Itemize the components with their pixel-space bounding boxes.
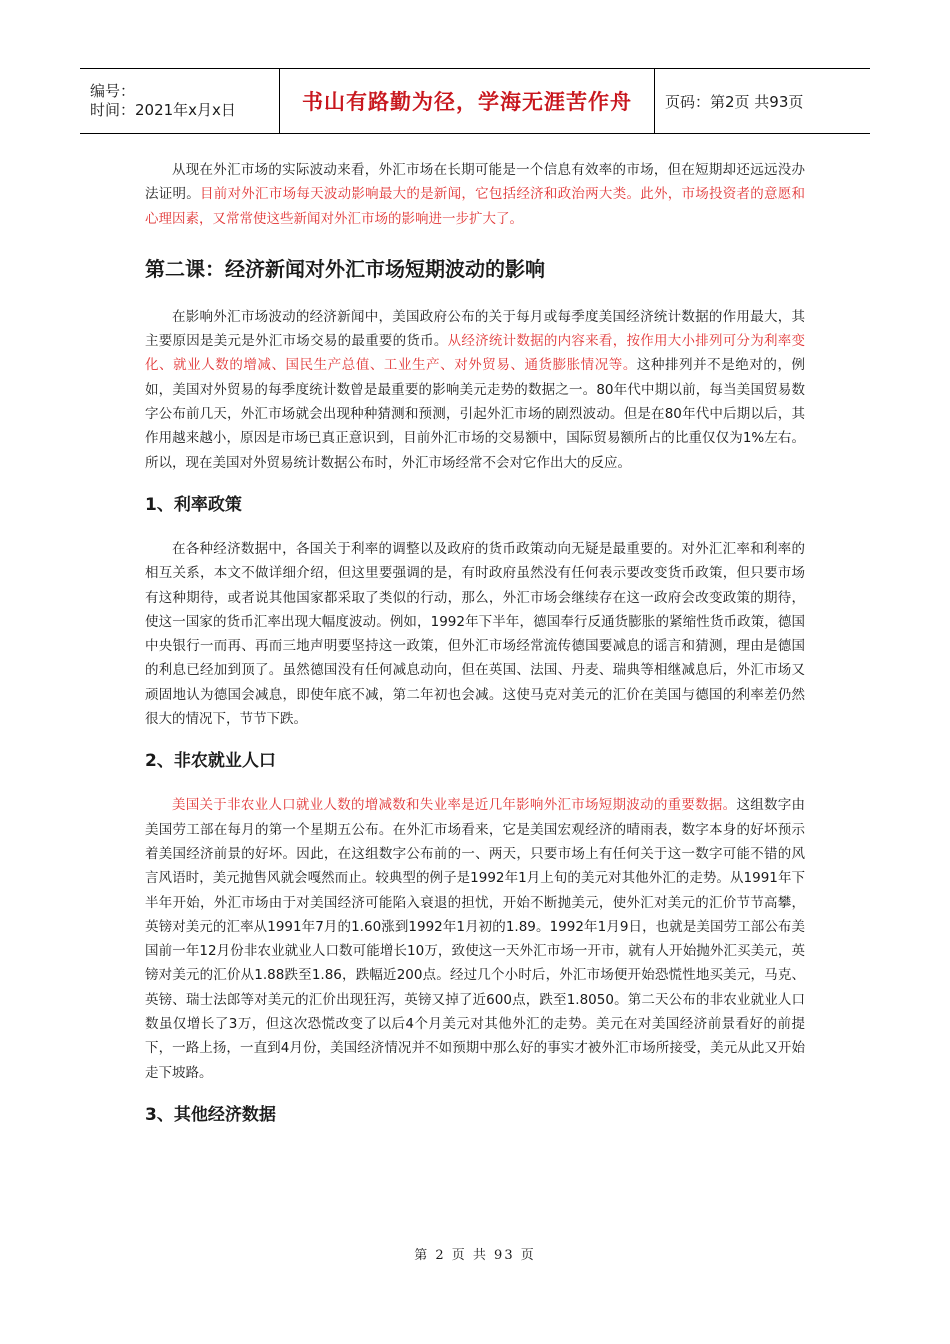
page-footer: 第 2 页 共 93 页 [414,1248,536,1263]
section-1-title: 1、利率政策 [145,494,242,515]
section-2-text: 这组数字由美国劳工部在每月的第一个星期五公布。在外汇市场看来，它是美国宏观经济的晴雨表，数字本身的好坏预示着美国经济前景的好坏。因此，在这组数字公布前的一、两天，只要市场上有任何关于这一数字可能不错的风言风语时，美元抛售风就会嘎然而止。较典型的例子是1992年1月上旬的美元对其他外汇的走势。从1991年下半年开始，外汇市场由于对美国经济可能陷入衰退的担忧，开始不断抛美元，使外汇对美元的汇价节节高攀，英镑对美元的汇率从1991年7月的1.60涨到1992年1月初的1.89。1992年1月9日，也就是美国劳工部公布美国前一年12月份非农业就业人口数可能增长10万，致使这一天外汇市场一开市，就有人开始抛外汇买美元，英镑对美元的汇价从1.88跌至1.86，跌幅近200点。经过几个小时后，外汇市场便开始恐慌性地买美元，马克、英镑、瑞士法郎等对美元的汇价出现狂泻，英镑又掉了近600点，跌至1.8050。第二天公布的非农业就业人口数虽仅增长了3万，但这次恐慌改变了以后4个月美元对其他外汇的走势。美元在对美国经济前景看好的前提下，一路上扬，一直到4月份，美国经济情况并不如预期中那么好的事实才被外汇市场所接受，美元从此又开始走下坡路。 [145,797,806,1081]
section-2-highlight: 美国关于非农业人口就业人数的增减数和失业率是近几年影响外汇市场短期波动的重要数据。 [172,797,737,814]
header-motto-cell [280,69,655,133]
lesson-title: 第二课：经济新闻对外汇市场短期波动的影响 [145,256,545,281]
intro-paragraph [145,158,805,231]
section-2-title: 2、非农就业人口 [145,751,276,772]
intro-text: 从现在外汇市场的实际波动来看，外汇市场在长期可能是一个信息有效率的市场，但在短期却还远远没办法证明。 [145,162,805,203]
lesson-highlight: 从经济统计数据的内容来看，按作用大小排列可分为利率变化、就业人数的增减、国民生产总值、工业生产、对外贸易、通货膨胀情况等。 [145,333,806,374]
code-label: 编号： [90,82,136,100]
lesson-text-1: 在影响外汇市场波动的经济新闻中，美国政府公布的关于每月或每季度美国经济统计数据的作用最大，其主要原因是美元是外汇市场交易的最重要的货币。 [145,308,805,350]
document-body [145,158,805,1147]
page-label: 页码：第2页 共93页 [665,92,804,111]
time-label: 时间：2021年x月x日 [90,101,236,119]
header-page-cell [655,69,870,133]
page-header [80,68,870,134]
header-meta [80,69,280,133]
intro-highlight: 目前对外汇市场每天波动影响最大的是新闻，它包括经济和政治两大类。此外，市场投资者的意愿和心理因素，又常常使这些新闻对外汇市场的影响进一步扩大了。 [145,186,806,227]
lesson-paragraph [145,305,805,475]
motto: 书山有路勤为径，学海无涯苦作舟 [302,90,632,114]
section-3-title: 3、其他经济数据 [145,1104,276,1125]
lesson-text-2: 这种排列并不是绝对的，例如，美国对外贸易的每季度统计数曾是最重要的影响美元走势的数据之一。80年代中期以前，每当美国贸易数字公布前几天，外汇市场就会出现种种猜测和预测，引起外汇市场的剧烈波动。但是在80年代中后期以后，其作用越来越小，原因是市场已真正意识到，目前外汇市场的交易额中，国际贸易额所占的比重仅仅为1%左右。所以，现在美国对外贸易统计数据公布时，外汇市场经常不会对它作出大的反应。 [145,357,806,471]
section-1-paragraph: 在各种经济数据中，各国关于利率的调整以及政府的货币政策动向无疑是最重要的。对外汇汇率和利率的相互关系，本文不做详细介绍，但这里要强调的是，有时政府虽然没有任何表示要改变货币政策，但只要市场有这种期待，或者说其他国家都采取了类似的行动，那么，外汇市场会继续存在这一政府会改变政策的期待，使这一国家的货币汇率出现大幅度波动。例如，1992年下半年，德国奉行反通货膨胀的紧缩性货币政策，德国中央银行一而再、再而三地声明要坚持这一政策，但外汇市场经常流传德国要减息的谣言和猜测，理由是德国的利息已经加到顶了。虽然德国没有任何减息动向，但在英国、法国、丹麦、瑞典等相继减息后，外汇市场又顽固地认为德国会减息，即使年底不减，第二年初也会减。这使马克对美元的汇价在美国与德国的利率差仍然很大的情况下，节节下跌。 [145,540,805,728]
section-2-paragraph [145,793,805,1085]
